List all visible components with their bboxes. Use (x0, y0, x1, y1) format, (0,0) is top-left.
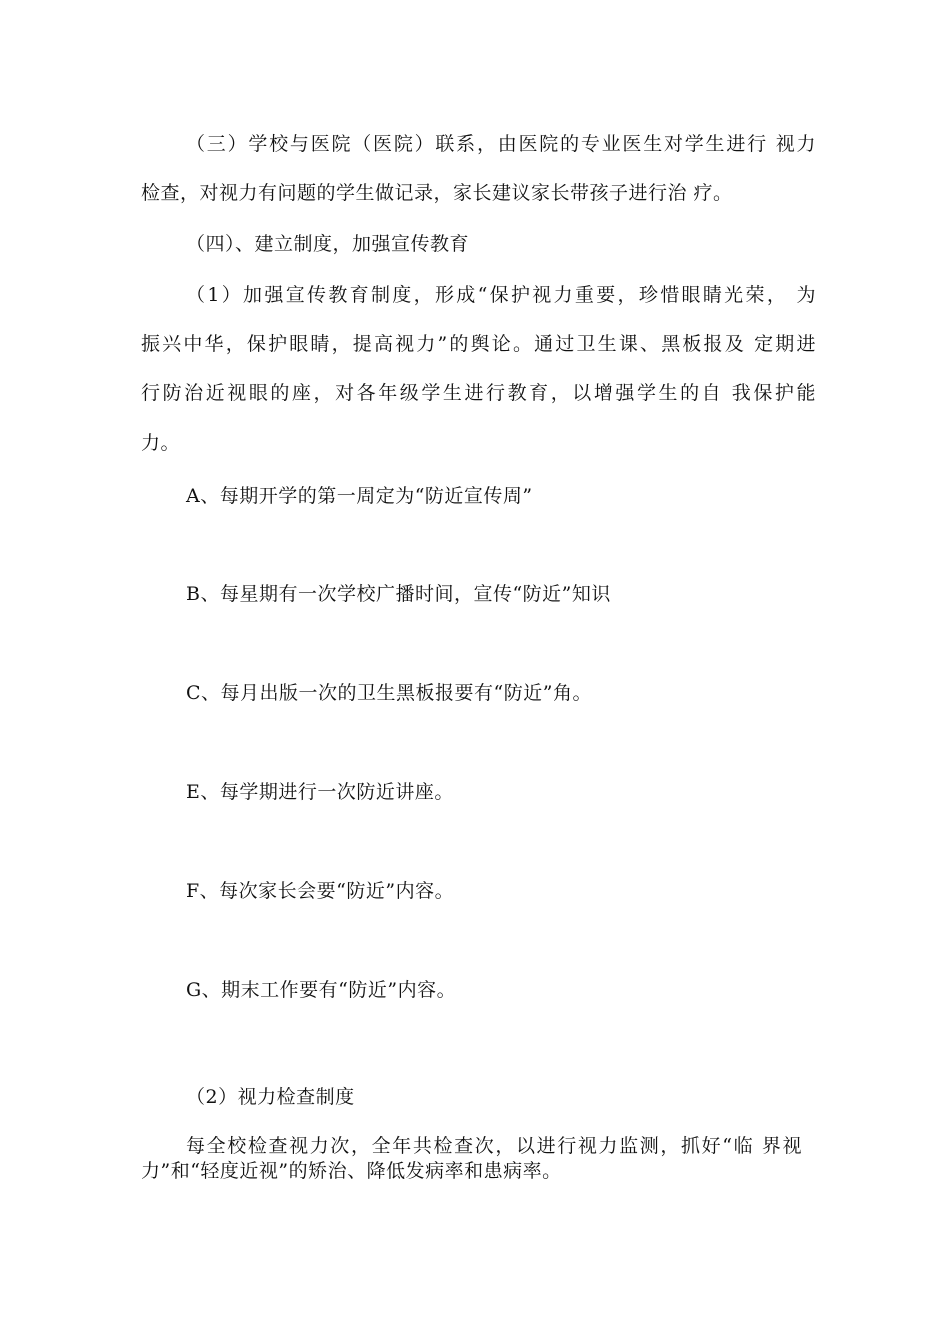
list-item-b: B、每星期有一次学校广播时间，宣传“防近”知识 (186, 583, 611, 605)
list-item-g: G、期末工作要有“防近”内容。 (186, 979, 457, 1001)
list-item-e: E、每学期进行一次防近讲座。 (186, 781, 454, 803)
section-heading-vision-check: （2）视力检查制度 (186, 1086, 355, 1108)
paragraph-school-hospital-line-2: 检查，对视力有问题的学生做记录，家长建议家长带孩子进行治 疗。 (141, 182, 733, 204)
list-item-a: A、每期开学的第一周定为“防近宣传周” (186, 485, 533, 507)
paragraph-education-line-2: 振兴中华，保护眼睛，提高视力”的舆论。通过卫生课、黑板报及 定期进 (141, 333, 816, 355)
paragraph-education-line-1: （1）加强宣传教育制度，形成“保护视力重要，珍惜眼睛光荣， 为 (186, 284, 816, 306)
paragraph-education-line-3: 行防治近视眼的座，对各年级学生进行教育，以增强学生的自 我保护能 (141, 382, 816, 404)
paragraph-education-line-4: 力。 (141, 432, 181, 454)
list-item-f: F、每次家长会要“防近”内容。 (186, 880, 455, 902)
list-item-c: C、每月出版一次的卫生黑板报要有“防近”角。 (186, 682, 592, 704)
paragraph-school-hospital-line-1: （三）学校与医院（医院）联系，由医院的专业医生对学生进行 视力 (186, 133, 816, 155)
section-heading-system: （四）、建立制度，加强宣传教育 (186, 233, 470, 255)
paragraph-vision-check-line-2: 力”和“轻度近视”的矫治、降低发病率和患病率。 (141, 1160, 562, 1182)
paragraph-vision-check-line-1: 每全校检查视力次，全年共检查次，以进行视力监测，抓好“临 界视 (186, 1135, 802, 1157)
